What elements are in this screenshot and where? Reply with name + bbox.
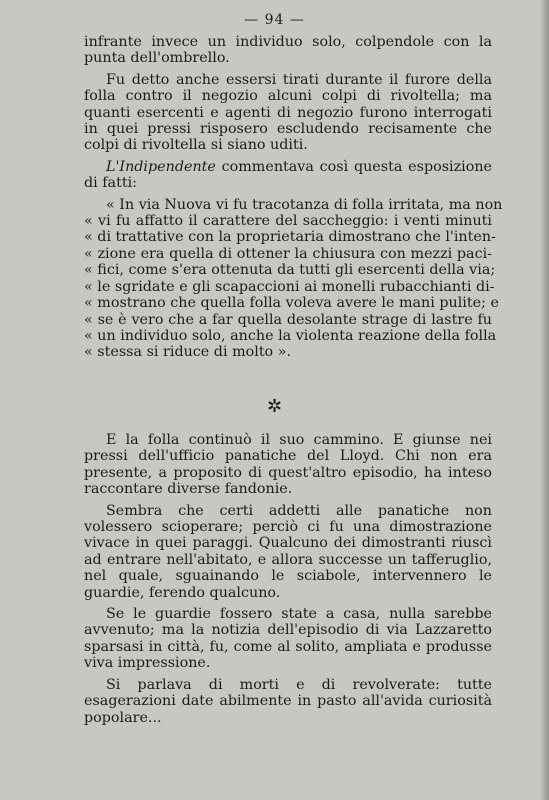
intro-text: commentava così questa esposizione di fatti: [84, 158, 492, 192]
quote-line: « di trattative con la proprietaria dimostrano che l'inten- [84, 229, 496, 246]
quote-line: « fici, come s'era ottenuta da tutti gli esercenti della via; [84, 262, 496, 279]
quotation-block [84, 196, 503, 361]
paragraph: Sembra che certi addetti alle panatiche non volessero scioperare; perciò ci fu una dimostrazione vivace in quei paraggi. Qualcuno dei dimostranti riuscì ad entrare nell'abitato, e allora successe un tafferuglio, nel quale, sguainando le sciabole, intervennero le guardie, ferendo qualcuno. [84, 502, 492, 601]
paragraph: E la folla continuò il suo cammino. E giunse nei pressi dell'ufficio panatiche del Lloyd. Chi non era presente, a proposito di quest'altro episodio, ha inteso raccontare diverse fandonie. [84, 432, 492, 498]
paragraph: Si parlava di morti e di revolverate: tutte esagerazioni date abilmente in pasto all'avida curiosità popolare... [84, 676, 492, 726]
newspaper-title: L'Indipendente [106, 158, 216, 175]
page-number: — 94 — [244, 12, 305, 28]
quote-line: « le sgridate e gli scapaccioni ai monelli rubacchianti di- [84, 278, 495, 295]
paragraph: infrante invece un individuo solo, colpendole con la punta dell'ombrello. [84, 34, 492, 67]
paragraph: Se le guardie fossero state a casa, nulla sarebbe avvenuto; ma la notizia dell'episodio di via Lazzaretto sparsasi in città, fu, come al solito, ampliata e produsse viva impressione. [84, 606, 492, 672]
paragraph: Fu detto anche essersi tirati durante il furore della folla contro il negozio alcuni colpi di rivoltella; ma quanti esercenti e agenti di negozio furono interrogati in quei pressi risposero escludendo recisamente che colpi di rivoltella si siano uditi. [84, 71, 492, 154]
quote-line: « se è vero che a far quella desolante strage di lastre fu [84, 311, 492, 328]
top-text-block [84, 34, 503, 361]
quote-line: « mostrano che quella folla voleva avere le mani pulite; e [84, 295, 499, 312]
quote-line: « vi fu affatto il carattere del saccheggio: i venti minuti [84, 213, 492, 230]
quote-line: « In via Nuova vi fu tracotanza di folla irritata, ma non [106, 196, 503, 213]
intro-paragraph [84, 159, 492, 192]
bottom-text-block [84, 432, 492, 731]
page-edge-shadow [539, 0, 549, 800]
quote-line: « zione era quella di ottener la chiusura con mezzi paci- [84, 245, 492, 262]
quote-line: « un individuo solo, anche la violenta reazione della folla [84, 327, 497, 344]
quote-line: « stessa si riduce di molto ». [84, 344, 292, 361]
section-separator-icon: ✲ [266, 396, 283, 417]
